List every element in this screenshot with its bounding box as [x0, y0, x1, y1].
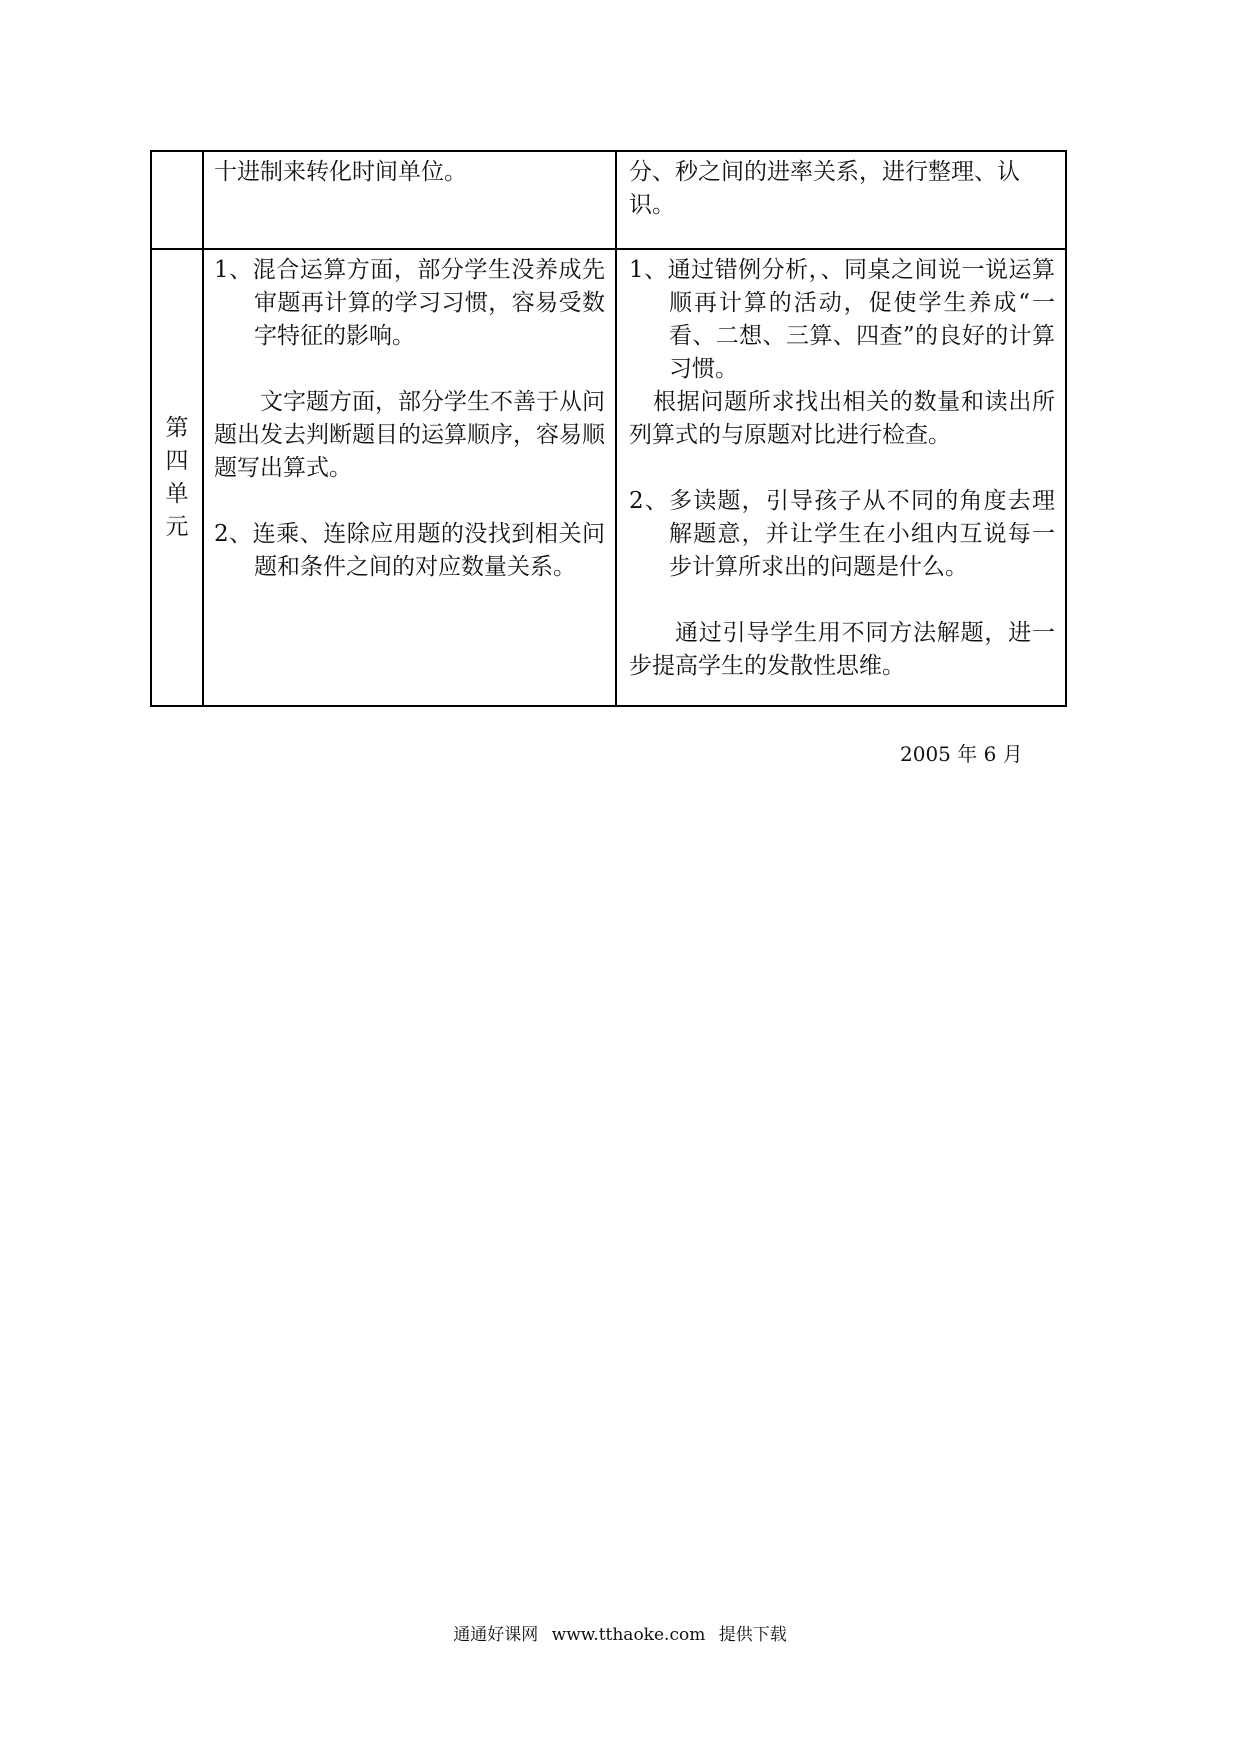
problem-cell — [203, 151, 616, 249]
unit-label-char: 四 — [165, 447, 189, 474]
unit-label-char: 元 — [165, 513, 189, 540]
measure-text: 分、秒之间的进率关系，进行整理、认识。 — [629, 159, 1020, 218]
measure-item-1: 1、通过错例分析，、同桌之间说一说运算顺再计算的活动，促使学生养成“一看、二想、三算、四查”的良好的计算习惯。 — [629, 257, 1055, 382]
measure-cell — [616, 249, 1066, 706]
footer-suffix: 提供下载 — [718, 1625, 787, 1645]
problem-item-2: 2、连乘、连除应用题的没找到相关问题和条件之间的对应数量关系。 — [214, 521, 605, 580]
problem-item-1: 1、混合运算方面，部分学生没养成先审题再计算的学习习惯，容易受数字特征的影响。 — [214, 257, 605, 349]
page-footer — [0, 1620, 1240, 1645]
unit-label — [152, 250, 202, 705]
document-date: 2005 年 6 月 — [900, 742, 1023, 766]
measure-paragraph-2: 通过引导学生用不同方法解题，进一步提高学生的发散性思维。 — [629, 620, 1055, 679]
measure-item-2: 2、多读题，引导孩子从不同的角度去理解题意，并让学生在小组内互说每一步计算所求出的问题是什么。 — [629, 488, 1055, 580]
evaluation-table — [150, 150, 1067, 707]
table-row — [151, 249, 1066, 706]
measure-paragraph-1: 根据问题所求找出相关的数量和读出所列算式的与原题对比进行检查。 — [629, 389, 1055, 448]
unit-label-cell-empty — [151, 151, 203, 249]
problem-text: 十进制来转化时间单位。 — [214, 159, 467, 185]
problem-paragraph: 文字题方面，部分学生不善于从问题出发去判断题目的运算顺序，容易顺题写出算式。 — [214, 389, 605, 481]
unit-label-char: 第 — [165, 414, 189, 441]
footer-url-link[interactable]: www.tthaoke.com — [551, 1625, 706, 1645]
footer-site-name: 通通好课网 — [453, 1625, 539, 1645]
unit-label-char: 单 — [165, 480, 189, 507]
unit-label-cell — [151, 249, 203, 706]
measure-cell — [616, 151, 1066, 249]
table-row — [151, 151, 1066, 249]
problem-cell — [203, 249, 616, 706]
